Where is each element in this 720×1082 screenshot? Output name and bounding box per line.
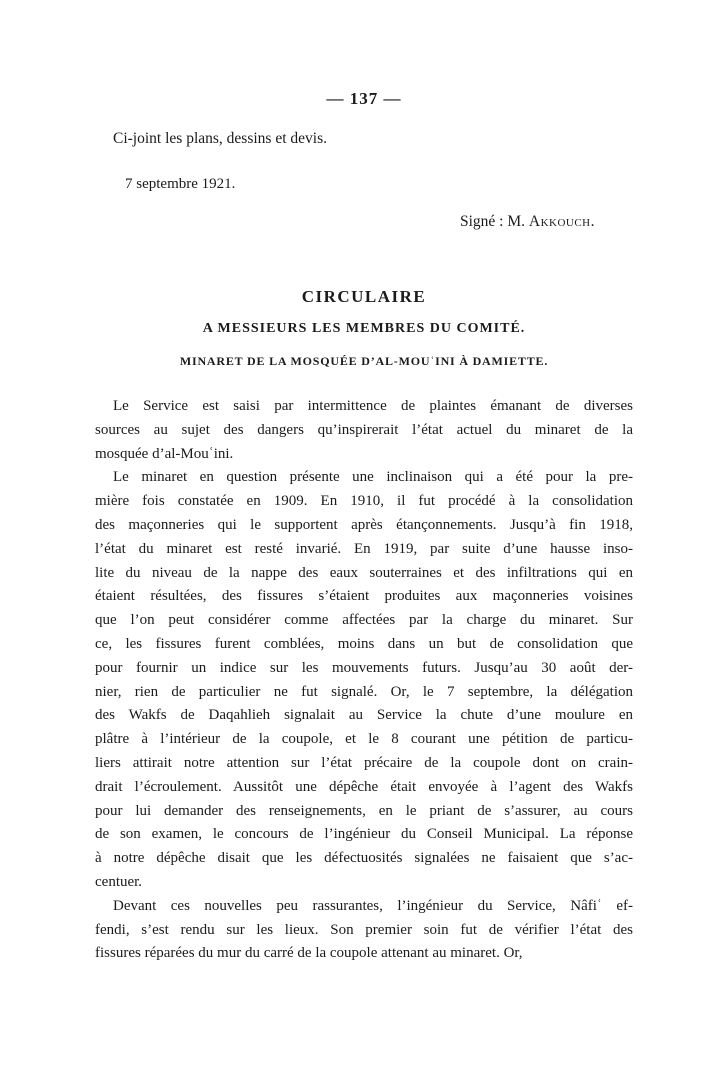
body-line: que l’on peut considérer comme affectées par la charge du minaret. Sur	[95, 612, 633, 629]
body-line: liers attirait notre attention sur l’état précaire de la coupole dont on crain-	[95, 754, 633, 771]
signature-name: Akkouch.	[528, 213, 595, 230]
body-line: fissures réparées du mur du carré de la coupole attenant au minaret. Or,	[95, 945, 523, 962]
body-line: mière fois constatée en 1909. En 1910, il fut procédé à la consolidation	[95, 493, 633, 510]
body-line: pour lui demander des renseignements, en le priant de s’assurer, au cours	[95, 802, 633, 819]
circular-title: CIRCULAIRE	[301, 287, 427, 306]
signature-line	[95, 211, 633, 233]
body-line: ce, les fissures furent comblées, moins dans un but de consolidation que	[95, 635, 633, 652]
body-text	[95, 395, 633, 966]
circular-subject: MINARET DE LA MOSQUÉE D’AL-MOUʿINI À DAMIETTE.	[179, 354, 549, 368]
text-block	[95, 0, 633, 966]
signature-label: Signé : M.	[459, 213, 529, 230]
date-line: 7 septembre 1921.	[125, 176, 236, 192]
body-line: nier, rien de particulier ne fut signalé. Or, le 7 septembre, la délégation	[95, 683, 633, 700]
body-line: des maçonneries qui le supportent après étançonnements. Jusqu’à fin 1918,	[95, 516, 633, 533]
body-line: drait l’écroulement. Aussitôt une dépêche était envoyée à l’agent des Wakfs	[95, 778, 633, 795]
body-line: des Wakfs de Daqahlieh signalait au Service la chute d’une moulure en	[95, 707, 633, 724]
body-line: Le minaret en question présente une inclinaison qui a été pour la pre-	[113, 469, 633, 486]
body-line: plâtre à l’intérieur de la coupole, et le 8 courant une pétition de particu-	[95, 731, 633, 748]
body-line: Le Service est saisi par intermittence de plaintes émanant de diverses	[113, 398, 633, 414]
body-line: à notre dépêche disait que les défectuosités signalées ne faisaient que s’ac-	[95, 850, 633, 867]
body-paragraph	[95, 466, 633, 894]
circular-subtitle: A MESSIEURS LES MEMBRES DU COMITÉ.	[202, 321, 526, 336]
page-number: — 137 —	[326, 89, 402, 108]
body-line: centuer.	[95, 873, 143, 890]
body-line: Devant ces nouvelles peu rassurantes, l’ingénieur du Service, Nâfiʿ ef-	[113, 897, 633, 914]
body-line: de son examen, le concours de l’ingénieur du Conseil Municipal. La réponse	[95, 826, 633, 843]
body-paragraph	[95, 895, 633, 966]
body-paragraph	[95, 395, 633, 466]
body-line: lite du niveau de la nappe des eaux souterraines et des infiltrations qui en	[95, 564, 633, 581]
body-line: étaient résultées, des fissures s’étaient produites aux maçonneries voisines	[95, 588, 633, 605]
body-line: pour fournir un indice sur les mouvements futurs. Jusqu’au 30 août der-	[95, 659, 633, 676]
body-line: sources au sujet des dangers qu’inspirerait l’état actuel du minaret de la	[95, 421, 633, 438]
body-line: l’état du minaret est resté invarié. En 1919, par suite d’une hausse inso-	[95, 540, 633, 557]
body-line: fendi, s’est rendu sur les lieux. Son premier soin fut de vérifier l’état des	[95, 921, 633, 938]
attachment-note: Ci-joint les plans, dessins et devis.	[113, 130, 327, 147]
body-line: mosquée d’al-Mouʿini.	[95, 445, 234, 462]
